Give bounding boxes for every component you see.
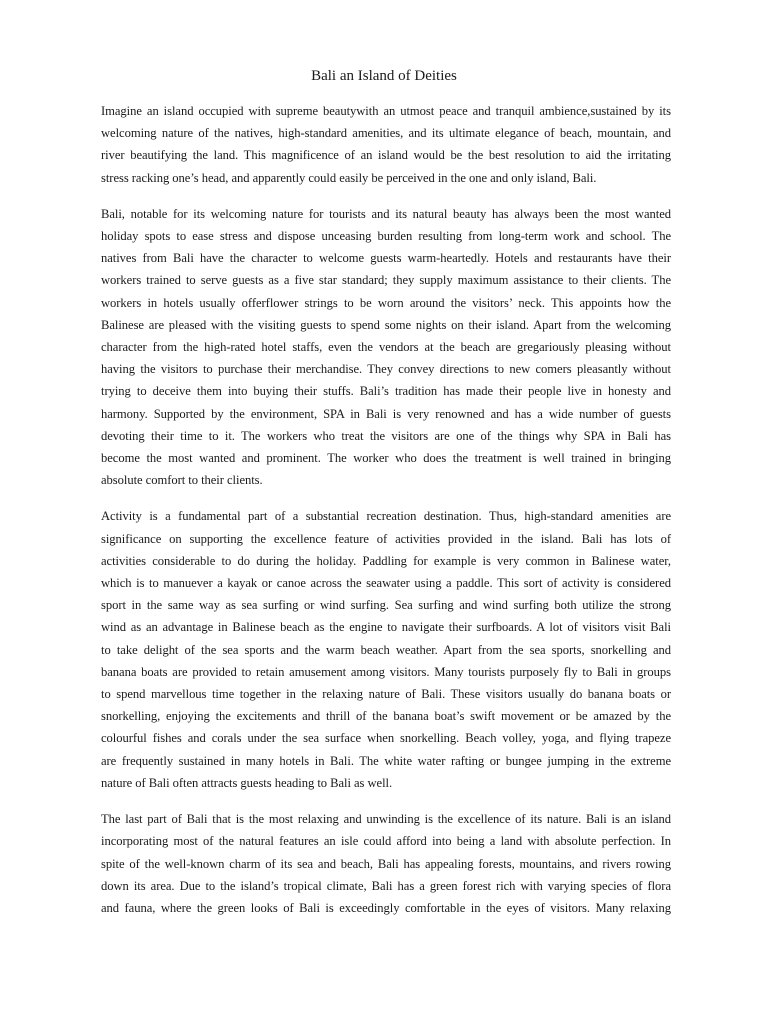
text-line: activities considerable to do during the holiday. Paddling for example is very common in Balinese water,	[101, 553, 671, 568]
text-line: Balinese are pleased with the visiting guests to spend some nights on their island. Apart from the welcoming	[101, 317, 671, 332]
text-line: to spend marvellous time together in the relaxing nature of Bali. These visitors usually do banana boats or	[101, 687, 671, 702]
text-line: spite of the well-known charm of its sea and beach, Bali has appealing forests, mountains, and rivers rowing	[101, 856, 671, 871]
text-line: become the most wanted and prominent. The worker who does the treatment is well trained in bringing	[101, 451, 671, 466]
text-line: welcoming nature of the natives, high-standard amenities, and its ultimate elegance of beach, mountain, and	[101, 126, 671, 141]
text-line: are frequently sustained in many hotels in Bali. The white water rafting or bungee jumping in the extreme	[101, 753, 671, 768]
text-line: holiday spots to ease stress and dispose unceasing burden resulting from long-term work and school. The	[101, 229, 671, 244]
paragraph-3	[101, 505, 671, 794]
text-line: Imagine an island occupied with supreme beautywith an utmost peace and tranquil ambience,sustained by its	[101, 104, 671, 118]
text-line: significance on supporting the excellence feature of activities provided in the island. Bali has lots of	[101, 531, 671, 546]
text-line: down its area. Due to the island’s tropical climate, Bali has a green forest rich with varying species of flora	[101, 878, 671, 893]
text-line: banana boats are provided to retain amusement among visitors. Many tourists purposely fly to Bali in groups	[101, 664, 671, 679]
document-body	[101, 100, 671, 933]
text-line: The last part of Bali that is the most relaxing and unwinding is the excellence of its nature. Bali is an island	[101, 812, 671, 827]
text-line: colourful fishes and corals under the sea surface when snorkelling. Beach volley, yoga, and flying trapeze	[101, 731, 671, 746]
text-line: devoting their time to it. The workers who treat the visitors are one of the things why SPA in Bali has	[101, 428, 671, 443]
text-line: river beautifying the land. This magnificence of an island would be the best resolution to aid the irritating	[101, 148, 671, 163]
text-line: which is to manuever a kayak or canoe across the seawater using a paddle. This sort of activity is considered	[101, 576, 671, 591]
text-line: to take delight of the sea sports and the warm beach weather. Apart from the sea sports, snorkelling and	[101, 642, 671, 657]
text-line: harmony. Supported by the environment, SPA in Bali is very renowned and has a wide number of guests	[101, 406, 671, 421]
text-line: natives from Bali have the character to welcome guests warm-heartedly. Hotels and restaurants have their	[101, 251, 671, 266]
paragraph-4	[101, 808, 671, 919]
text-line: Bali, notable for its welcoming nature for tourists and its natural beauty has always been the most wanted	[101, 206, 671, 221]
text-line: character from the high-rated hotel staffs, even the vendors at the beach are gregariously pleasing without	[101, 340, 671, 355]
text-line: trying to deceive them into buying their stuffs. Bali’s tradition has made their people live in honesty and	[101, 384, 671, 399]
text-line: workers trained to serve guests as a five star standard; they supply maximum assistance to their clients. The	[101, 273, 671, 288]
text-line: sport in the same way as sea surfing or wind surfing. Sea surfing and wind surfing both utilize the strong	[101, 598, 671, 613]
text-line: wind as an advantage in Balinese beach as the engine to navigate their surfboards. A lot of visitors visit Bali	[101, 620, 671, 635]
paragraph-1	[101, 100, 671, 189]
text-line: Activity is a fundamental part of a substantial recreation destination. Thus, high-standard amenities are	[101, 509, 671, 524]
text-line: incorporating most of the natural features an isle could afford into being a land with absolute perfection. In	[101, 834, 671, 849]
text-line: workers in hotels usually offerflower strings to be worn around the visitors’ neck. This appoints how the	[101, 295, 671, 310]
text-line: snorkelling, enjoying the excitements and thrill of the banana boat’s swift movement or be amazed by the	[101, 709, 671, 724]
paragraph-2	[101, 203, 671, 492]
document-title: Bali an Island of Deities	[311, 68, 457, 84]
text-line: nature of Bali often attracts guests heading to Bali as well.	[101, 775, 393, 790]
text-line: having the visitors to purchase their merchandise. They convey directions to new comers pleasantly without	[101, 362, 671, 377]
text-line: and fauna, where the green looks of Bali is exceedingly comfortable in the eyes of visitors. Many relaxing	[101, 900, 671, 915]
text-line: absolute comfort to their clients.	[101, 473, 263, 488]
text-line: stress racking one’s head, and apparently could easily be perceived in the one and only island, Bali.	[101, 170, 597, 185]
